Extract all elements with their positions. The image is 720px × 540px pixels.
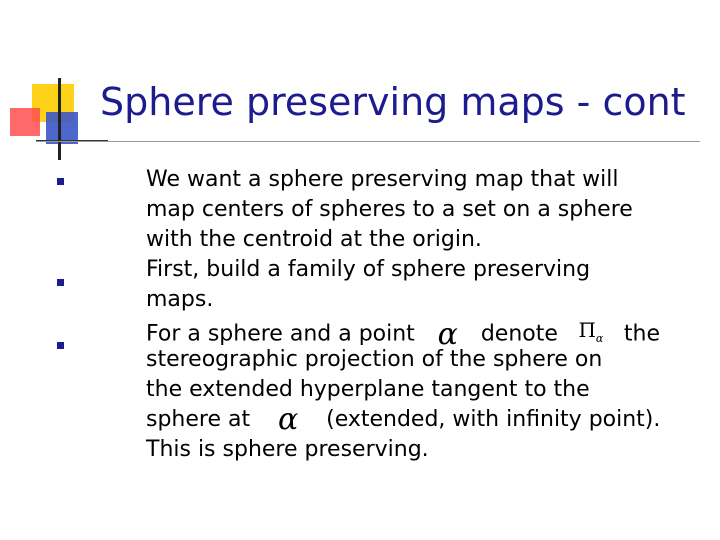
logo-blue-square — [46, 112, 78, 144]
title-underline — [36, 141, 700, 142]
bullet-3-line-4 — [146, 402, 716, 437]
pi-glyph: Π — [578, 318, 596, 342]
pi-subscript: α — [595, 332, 604, 345]
bullet-1-line-1: We want a sphere preserving map that will — [146, 167, 619, 192]
alpha-symbol-2: α — [277, 402, 299, 437]
bullet-marker-3 — [57, 342, 64, 349]
bullet-3-line-3: the extended hyperplane tangent to the — [146, 377, 590, 402]
logo-vertical-bar — [58, 78, 61, 160]
bullet-3-text-a: For a sphere and a point — [146, 321, 415, 347]
bullet-3-line-2: stereographic projection of the sphere on — [146, 347, 603, 372]
bullet-2-line-2: maps. — [146, 287, 214, 312]
slide-body — [146, 165, 716, 465]
bullet-marker-2 — [57, 279, 64, 286]
slide-title: Sphere preserving maps - cont — [100, 80, 686, 124]
logo-red-square — [10, 108, 40, 136]
slide-logo — [0, 0, 110, 170]
bullet-1-line-2: map centers of spheres to a set on a sphere — [146, 197, 633, 222]
bullet-3-line-1 — [146, 315, 716, 352]
bullet-1-line-3: with the centroid at the origin. — [146, 227, 482, 252]
bullet-3-text-e: (extended, with infinity point). — [326, 407, 661, 432]
bullet-3-line-5: This is sphere preserving. — [146, 437, 429, 462]
bullet-3-text-c: the — [623, 321, 660, 347]
bullet-marker-1 — [57, 178, 64, 185]
bullet-3-text-d: sphere at — [146, 407, 251, 432]
bullet-3-text-b: denote — [480, 321, 558, 347]
bullet-2-line-1: First, build a family of sphere preserving — [146, 257, 591, 282]
alpha-symbol: α — [437, 316, 458, 352]
